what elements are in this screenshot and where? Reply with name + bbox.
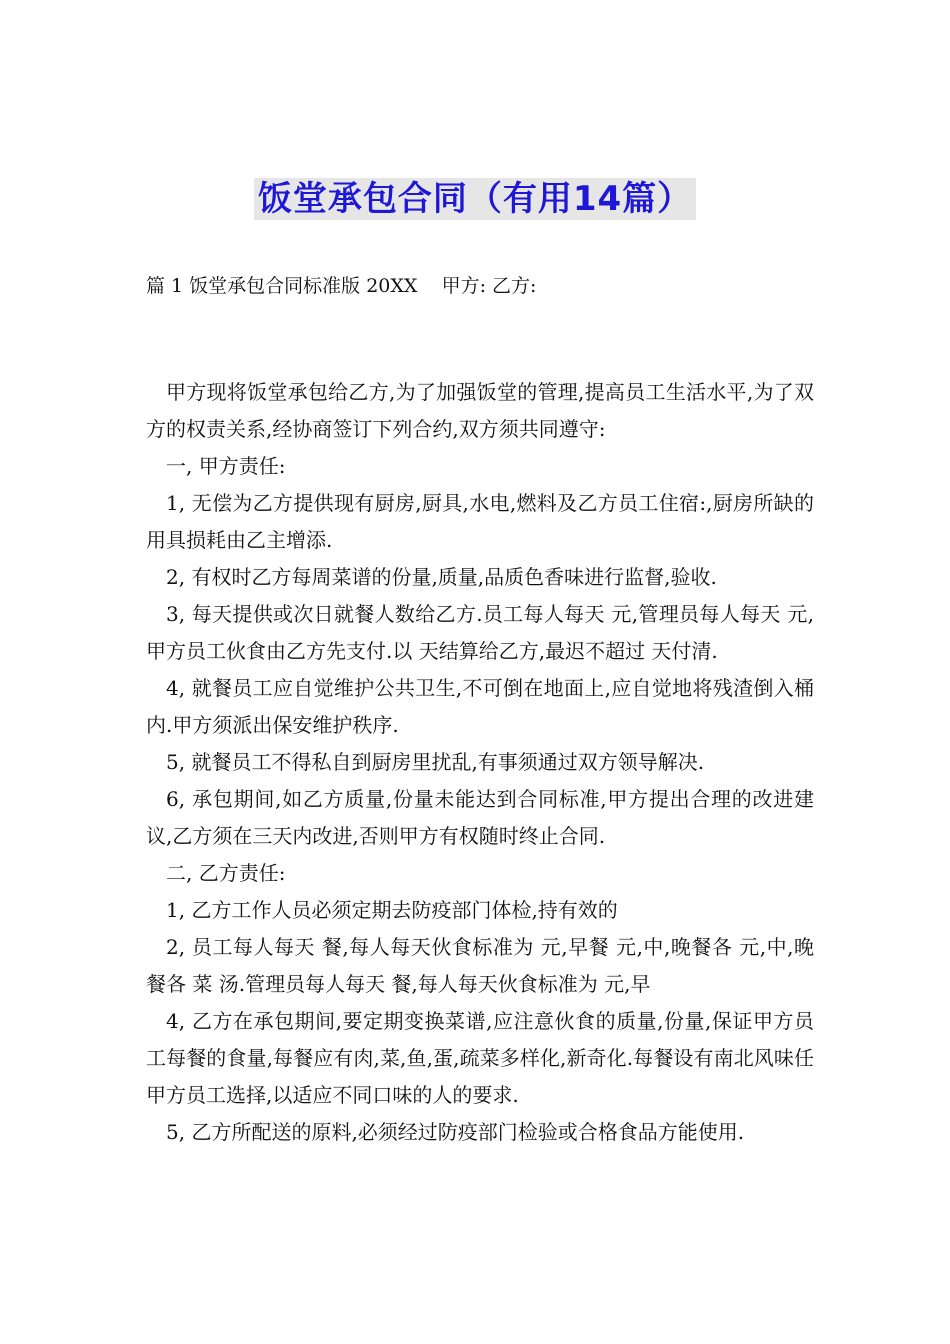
section-heading-party-a: 一, 甲方责任: [166,454,286,478]
clause-b-2: 2, 员工每人每天 餐,每人每天伙食标准为 元,早餐 元,中,晚餐各 元,中,晚餐各 菜 汤.管理员每人每天 餐,每人每天伙食标准为 元,早 [146,935,814,996]
clause-b-5: 5, 乙方所配送的原料,必须经过防疫部门检验或合格食品方能使用. [166,1120,745,1144]
title-container [0,178,950,220]
paragraph-intro: 甲方现将饭堂承包给乙方,为了加强饭堂的管理,提高员工生活水平,为了双方的权责关系,经协商签订下列合约,双方须共同遵守: [146,380,814,441]
clause-a-3: 3, 每天提供或次日就餐人数给乙方.员工每人每天 元,管理员每人每天 元,甲方员工伙食由乙方先支付.以 天结算给乙方,最迟不超过 天付清. [146,602,814,663]
clause-a-4: 4, 就餐员工应自觉维护公共卫生,不可倒在地面上,应自觉地将残渣倒入桶内.甲方须派出保安维护秩序. [146,676,814,737]
clause-a-5: 5, 就餐员工不得私自到厨房里扰乱,有事须通过双方领导解决. [166,750,705,774]
section-heading-party-b: 二, 乙方责任: [166,861,286,885]
document-header-line: 篇 1 饭堂承包合同标准版 20XX 甲方: 乙方: [146,275,537,297]
document-title: 饭堂承包合同（有用14篇） [254,178,696,220]
clause-a-6: 6, 承包期间,如乙方质量,份量未能达到合同标准,甲方提出合理的改进建议,乙方须在三天内改进,否则甲方有权随时终止合同. [146,787,814,848]
clause-a-1: 1, 无偿为乙方提供现有厨房,厨具,水电,燃料及乙方员工住宿:,厨房所缺的用具损耗由乙主增添. [146,491,814,552]
clause-b-1: 1, 乙方工作人员必须定期去防疫部门体检,持有效的 [166,898,618,922]
document-body [146,374,814,1151]
clause-a-2: 2, 有权时乙方每周菜谱的份量,质量,品质色香味进行监督,验收. [166,565,717,589]
clause-b-4: 4, 乙方在承包期间,要定期变换菜谱,应注意伙食的质量,份量,保证甲方员工每餐的食量,每餐应有肉,菜,鱼,蛋,疏菜多样化,新奇化.每餐设有南北风味任甲方员工选择,以适应不同口味的人的要求. [146,1009,814,1107]
